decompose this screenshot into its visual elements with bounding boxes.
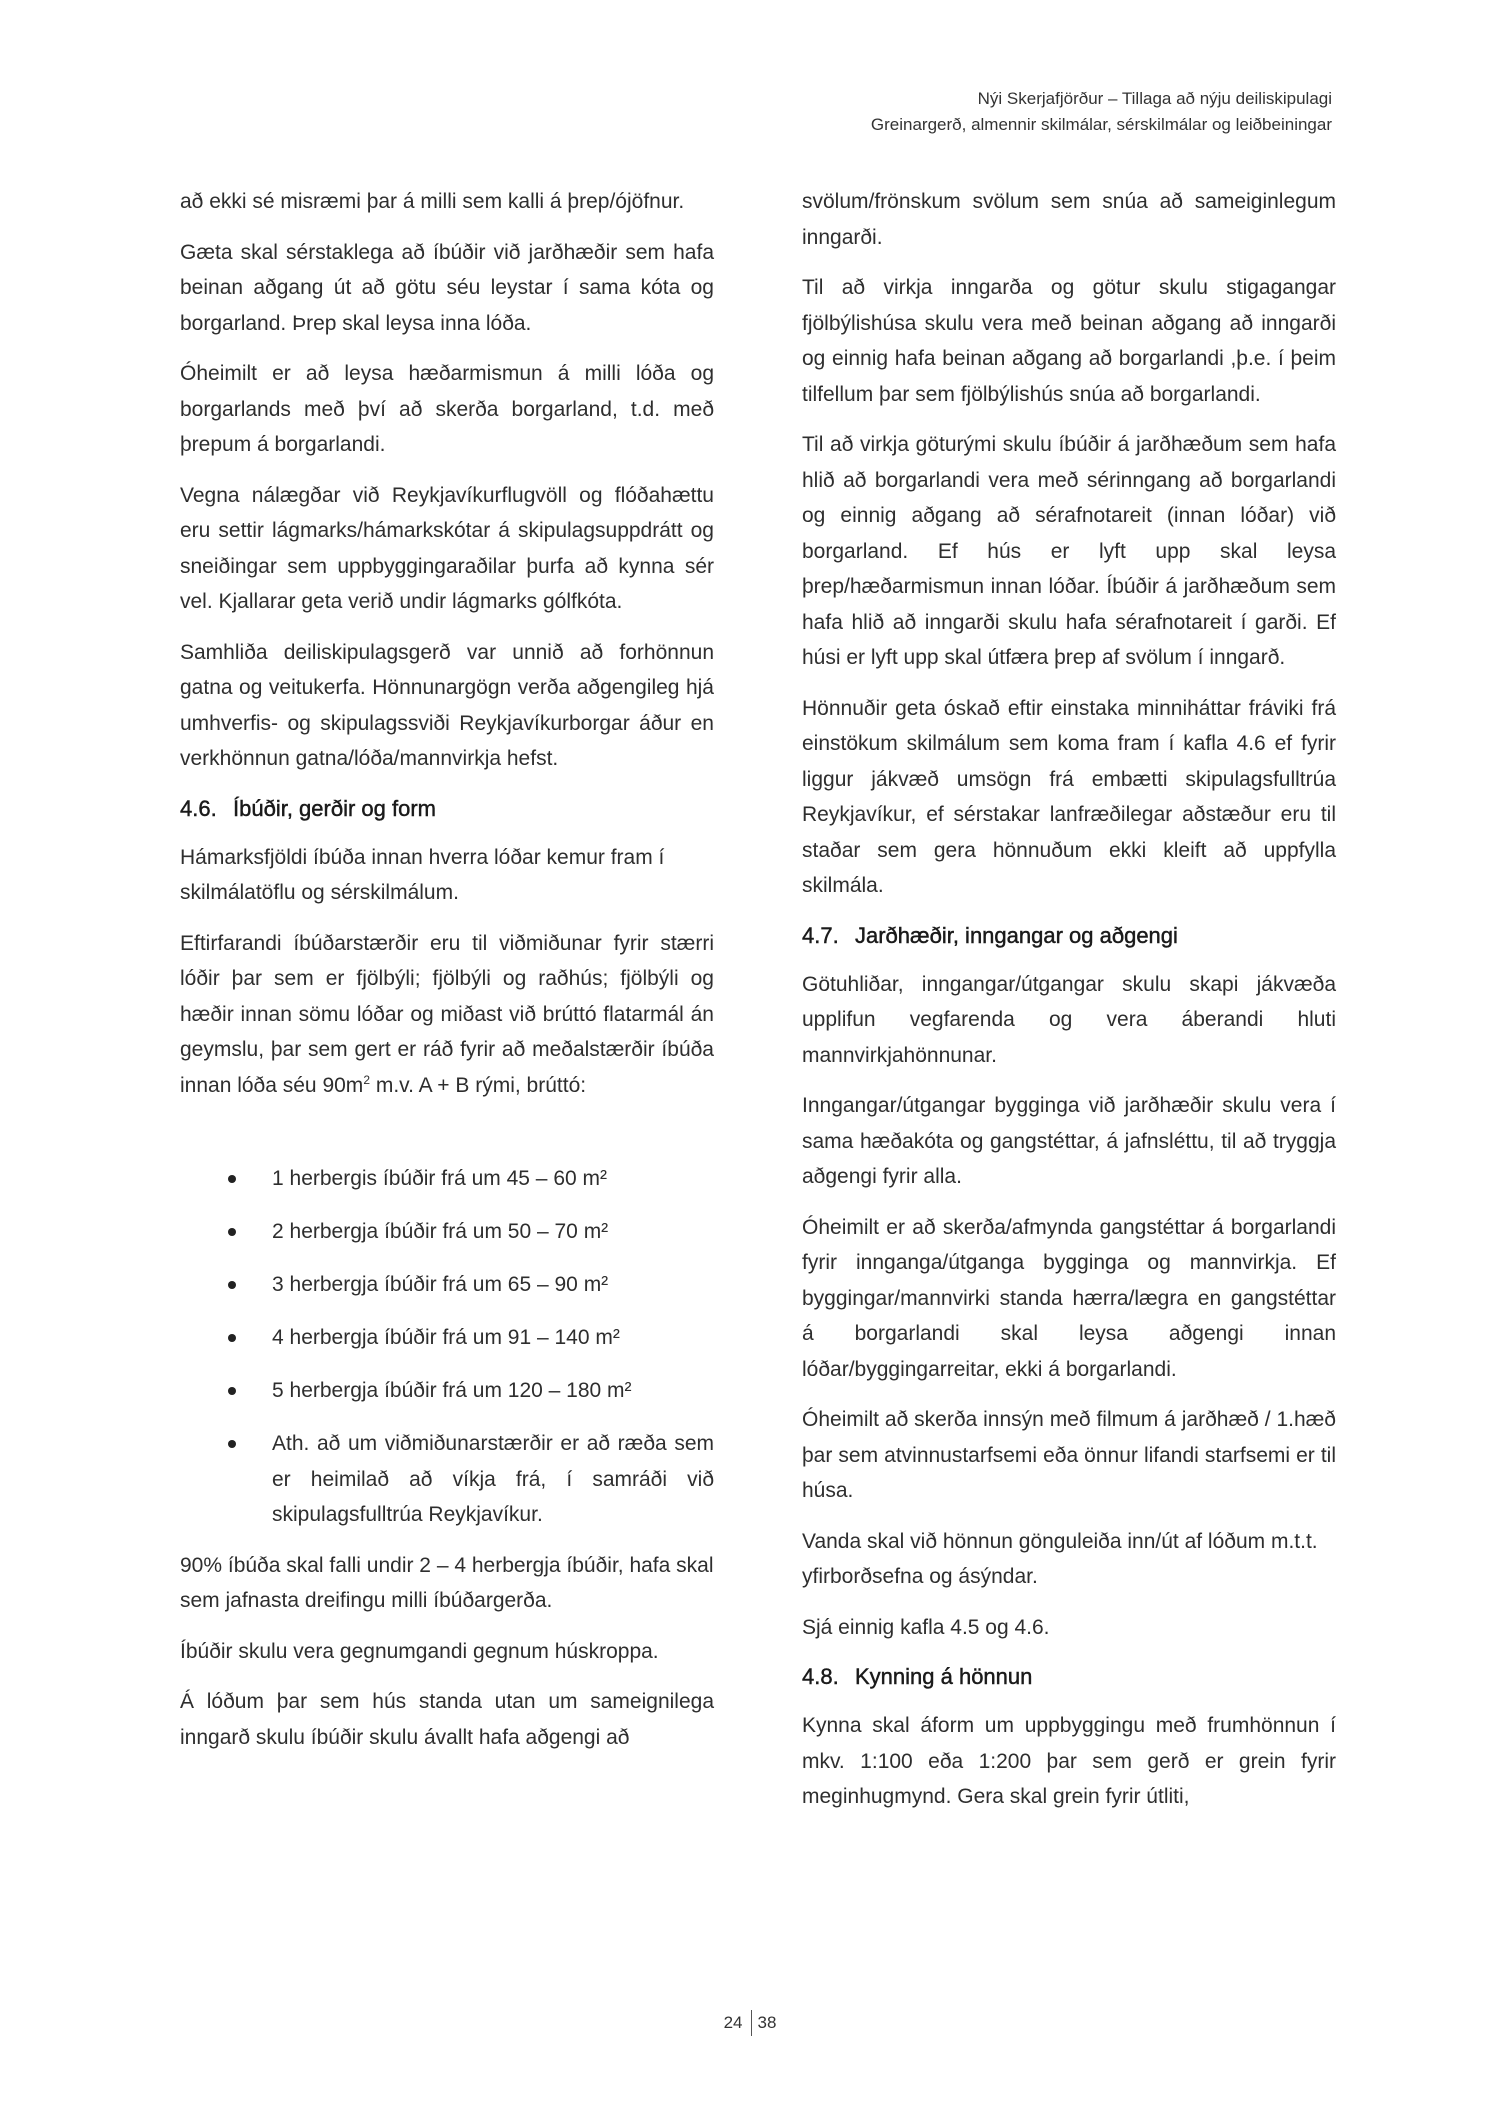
bullet-icon xyxy=(228,1228,236,1236)
list-item-text: Ath. að um viðmiðunarstærðir er að ræða sem er heimilað að víkja frá, í samráði við skipulagsfulltrúa Reykjavíkur. xyxy=(272,1432,714,1526)
paragraph xyxy=(180,926,714,1104)
header-title: Nýi Skerjafjörður – Tillaga að nýju deiliskipulagi xyxy=(977,89,1332,108)
current-page: 24 xyxy=(724,2010,752,2036)
paragraph-text: Eftirfarandi íbúðarstærðir eru til viðmiðunar fyrir stærri lóðir þar sem er fjölbýli; fjölbýli og raðhús; fjölbýli og hæðir innan sömu lóðar og miðast við brúttó flatarmál án geymslu, þar sem gert er ráð fyrir að meðalstærðir íbúða innan lóða séu 90m xyxy=(180,931,714,1097)
list-item xyxy=(180,1426,714,1533)
right-column xyxy=(802,184,1336,1830)
superscript: 2 xyxy=(363,1072,370,1087)
paragraph: Á lóðum þar sem hús standa utan um sameignilega inngarð skulu íbúðir skulu ávallt hafa aðgengi að xyxy=(180,1690,714,1749)
section-title: Jarðhæðir, inngangar og aðgengi xyxy=(855,922,1178,948)
section-heading-4-7 xyxy=(802,919,1336,953)
paragraph: svölum/frönskum svölum sem snúa að sameiginlegum inngarði. xyxy=(802,190,1336,249)
left-column xyxy=(180,184,714,1770)
paragraph-text-end: m.v. A + B rými, brúttó: xyxy=(370,1073,587,1097)
bullet-icon xyxy=(228,1387,236,1395)
section-number: 4.7. xyxy=(802,922,839,948)
paragraph: Óheimilt er að skerða/afmynda gangstéttar á borgarlandi fyrir innganga/útganga bygginga og mannvirkja. Ef byggingar/mannvirki standa hærra/lægra en gangstéttar á borgarlandi skal leysa aðgengi innan lóðar/byggingarreitar, ekki á borgarlandi. xyxy=(802,1215,1336,1381)
paragraph: Gæta skal sérstaklega að íbúðir við jarðhæðir sem hafa beinan aðgang út að götu séu leystar í sama kóta og borgarland. Þrep skal leysa inna lóða. xyxy=(180,240,714,335)
header-subtitle: Greinargerð, almennir skilmálar, sérskilmálar og leiðbeiningar xyxy=(870,115,1332,134)
list-item-text: 1 herbergis íbúðir frá um 45 – 60 m² xyxy=(272,1167,607,1190)
paragraph: Til að virkja göturými skulu íbúðir á jarðhæðum sem hafa hlið að borgarlandi vera með sérinngang að borgarlandi og einnig aðgang að sérafnotareit (innan lóðar) við borgarland. Ef hús er lyft upp skal leysa þrep/hæðarmismun innan lóðar. Íbúðir á jarðhæðum sem hafa hlið að inngarði skulu hafa sérafnotareit í garði. Ef húsi er lyft upp skal útfæra þrep af svölum í inngarð. xyxy=(802,433,1336,669)
bullet-icon xyxy=(228,1281,236,1289)
paragraph: Hönnuðir geta óskað eftir einstaka minniháttar fráviki frá einstökum skilmálum sem koma fram í kafla 4.6 ef fyrir liggur jákvæð umsögn frá embætti skipulagsfulltrúa Reykjavíkur, ef sérstakar lanfræðilegar aðstæður eru til staðar sem gera hönnuðum ekki kleift að uppfylla skilmála. xyxy=(802,696,1336,897)
bullet-icon xyxy=(228,1175,236,1183)
page-header xyxy=(871,86,1332,138)
paragraph: Íbúðir skulu vera gegnumgandi gegnum húskroppa. xyxy=(180,1639,659,1663)
section-number: 4.6. xyxy=(180,795,217,821)
section-title: Íbúðir, gerðir og form xyxy=(233,795,436,821)
bullet-icon xyxy=(228,1440,236,1448)
paragraph: Óheimilt að skerða innsýn með filmum á jarðhæð / 1.hæð þar sem atvinnustarfsemi eða önnur lifandi starfsemi er til húsa. xyxy=(802,1408,1336,1502)
list-item-text: 2 herbergja íbúðir frá um 50 – 70 m² xyxy=(272,1220,609,1243)
paragraph: Inngangar/útgangar bygginga við jarðhæðir skulu vera í sama hæðakóta og gangstéttar, á jafnsléttu, til að tryggja aðgengi fyrir alla. xyxy=(802,1094,1336,1188)
paragraph: Til að virkja inngarða og götur skulu stigagangar fjölbýlishúsa skulu vera með beinan aðgang að inngarði og einnig hafa beinan aðgang að borgarlandi ,þ.e. í þeim tilfellum þar sem fjölbýlishús snúa að borgarlandi. xyxy=(802,276,1336,406)
list-item xyxy=(180,1320,714,1356)
section-title: Kynning á hönnun xyxy=(855,1664,1033,1689)
paragraph: Götuhliðar, inngangar/útgangar skulu skapi jákvæða upplifun vegfarenda og vera áberandi hluti mannvirkjahönnunar. xyxy=(802,972,1336,1067)
list-item xyxy=(180,1267,714,1303)
paragraph: Sjá einnig kafla 4.5 og 4.6. xyxy=(802,1615,1050,1639)
paragraph: Hámarksfjöldi íbúða innan hverra lóðar kemur fram í skilmálatöflu og sérskilmálum. xyxy=(180,845,665,904)
list-item xyxy=(180,1161,714,1197)
total-pages: 38 xyxy=(757,2013,777,2032)
list-item xyxy=(180,1214,714,1250)
paragraph: Óheimilt er að leysa hæðarmismun á milli lóða og borgarlands með því að skerða borgarland, t.d. með þrepum á borgarlandi. xyxy=(180,362,714,456)
section-heading-4-6 xyxy=(180,792,714,826)
paragraph: 90% íbúða skal falli undir 2 – 4 herbergja íbúðir, hafa skal sem jafnasta dreifingu milli íbúðargerða. xyxy=(180,1553,714,1612)
paragraph: að ekki sé misræmi þar á milli sem kalli á þrep/ójöfnur. xyxy=(180,190,685,213)
list-item xyxy=(180,1373,714,1409)
apartment-size-list xyxy=(180,1161,714,1533)
bullet-icon xyxy=(228,1334,236,1342)
section-number: 4.8. xyxy=(802,1664,839,1689)
paragraph: Vegna nálægðar við Reykjavíkurflugvöll og flóðahættu eru settir lágmarks/hámarkskótar á skipulagsuppdrátt og sneiðingar sem uppbyggingaraðilar þurfa að kynna sér vel. Kjallarar geta verið undir lágmarks gólfkóta. xyxy=(180,483,714,613)
paragraph: Samhliða deiliskipulagsgerð var unnið að forhönnun gatna og veitukerfa. Hönnunargögn verða aðgengileg hjá umhverfis- og skipulagssviði Reykjavíkurborgar áður en verkhönnun gatna/lóða/mannvirkja hefst. xyxy=(180,640,714,770)
list-item-text: 4 herbergja íbúðir frá um 91 – 140 m² xyxy=(272,1326,620,1349)
paragraph: Kynna skal áform um uppbyggingu með frumhönnun í mkv. 1:100 eða 1:200 þar sem gerð er grein fyrir meginhugmynd. Gera skal grein fyrir útliti, xyxy=(802,1714,1336,1808)
list-item-text: 5 herbergja íbúðir frá um 120 – 180 m² xyxy=(272,1379,632,1402)
paragraph: Vanda skal við hönnun gönguleiða inn/út af lóðum m.t.t. yfirborðsefna og ásýndar. xyxy=(802,1529,1318,1588)
page-number xyxy=(0,2010,1500,2036)
list-item-text: 3 herbergja íbúðir frá um 65 – 90 m² xyxy=(272,1273,609,1296)
section-heading-4-8 xyxy=(802,1660,1336,1694)
